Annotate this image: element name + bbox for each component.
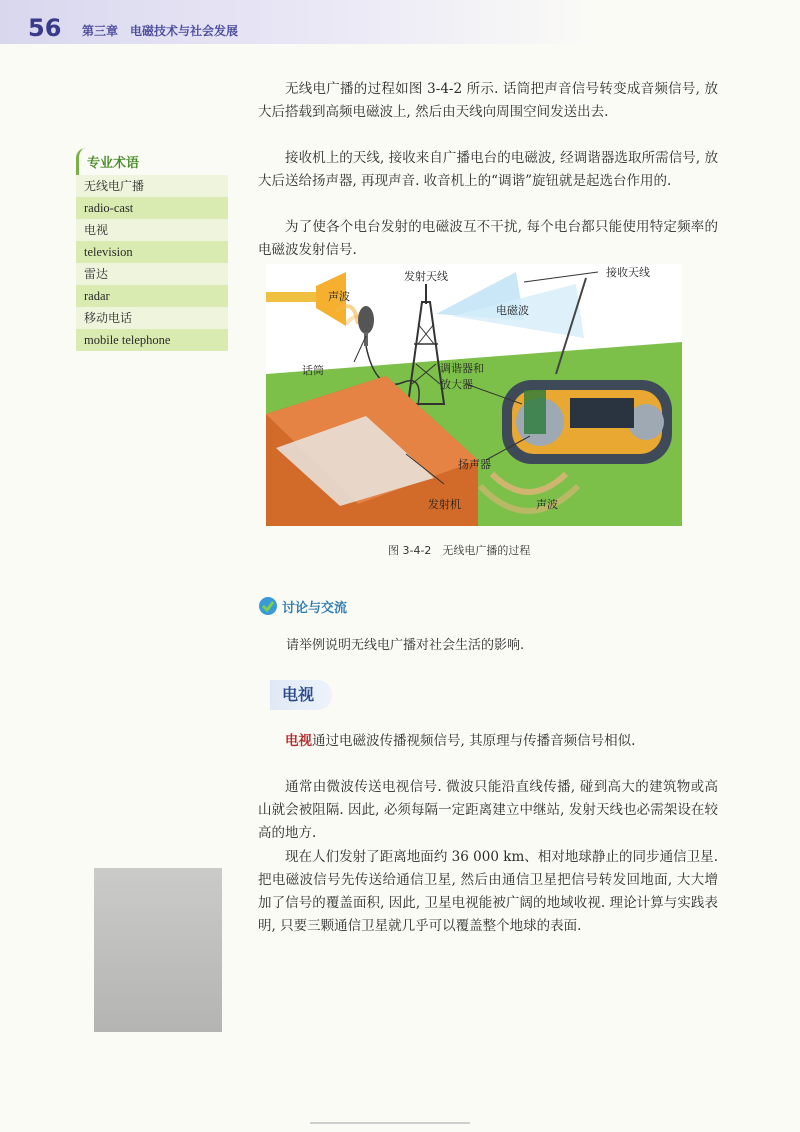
label-transmit-antenna: 发射天线 (404, 270, 448, 283)
paragraph: 通常由微波传送电视信号. 微波只能沿直线传播, 碰到高大的建筑物或高山就会被阻隔. 因此, 必须每隔一定距离建立中继站, 发射天线也必需架设在较高的地方. (258, 779, 718, 841)
page-header (0, 0, 800, 44)
section-heading-tv: 电视 (270, 680, 332, 710)
glossary-term: 无线电广播 (76, 175, 228, 197)
glossary-term: radio-cast (76, 197, 228, 219)
page-footer-line (310, 1122, 470, 1124)
glossary-term: radar (76, 285, 228, 307)
label-receive-antenna: 接收天线 (606, 266, 650, 279)
glossary-term: 移动电话 (76, 307, 228, 329)
glossary-term: 雷达 (76, 263, 228, 285)
figure-illustration (266, 264, 682, 526)
label-speaker: 扬声器 (458, 458, 491, 471)
label-em-wave: 电磁波 (496, 304, 529, 317)
paragraph: 接收机上的天线, 接收来自广播电台的电磁波, 经调谐器选取所需信号, 放大后送给扬声器, 再现声音. 收音机上的“调谐”旋钮就是起选台作用的. (258, 150, 718, 189)
term-highlight: 电视 (285, 733, 312, 749)
label-transmitter: 发射机 (428, 498, 461, 511)
chapter-title: 第三章 电磁技术与社会发展 (82, 24, 239, 38)
radio-broadcast-figure (266, 264, 682, 526)
faded-portrait-image (94, 868, 222, 1032)
discussion-icon (258, 596, 278, 616)
label-tuner-amp: 调谐器和 (440, 362, 484, 375)
discussion-body: 请举例说明无线电广播对社会生活的影响. (286, 638, 525, 653)
label-sound-wave-bottom: 声波 (536, 498, 558, 511)
glossary-term: 电视 (76, 219, 228, 241)
discussion-title (258, 596, 347, 616)
glossary-term: mobile telephone (76, 329, 228, 351)
paragraph: 无线电广播的过程如图 3-4-2 所示. 话筒把声音信号转变成音频信号, 放大后搭载到高频电磁波上, 然后由天线向周围空间发送出去. (258, 81, 718, 120)
paragraph (258, 730, 718, 753)
discussion-title-text: 讨论与交流 (282, 600, 348, 616)
glossary-box (76, 148, 228, 351)
paragraph-text: 通过电磁波传播视频信号, 其原理与传播音频信号相似. (312, 733, 636, 749)
label-tuner-amp: 放大器 (440, 378, 473, 391)
label-microphone: 话筒 (302, 364, 324, 377)
glossary-term: television (76, 241, 228, 263)
label-sound-wave-top: 声波 (328, 290, 350, 303)
paragraph: 为了使各个电台发射的电磁波互不干扰, 每个电台都只能使用特定频率的电磁波发射信号. (258, 219, 718, 258)
figure-caption: 图 3-4-2 无线电广播的过程 (388, 544, 531, 557)
paragraph: 现在人们发射了距离地面约 36 000 km、相对地球静止的同步通信卫星. 把电磁波信号先传送给通信卫星, 然后由通信卫星把信号转发回地面, 大大增加了信号的覆盖面积, 因此, 卫星电视能被广阔的地域收视. 理论计算与实践表明, 只要三颗通信卫星就几乎可以覆盖整个地球的表面. (258, 849, 718, 934)
page-number: 56 (28, 14, 62, 42)
glossary-title: 专业术语 (76, 148, 228, 175)
